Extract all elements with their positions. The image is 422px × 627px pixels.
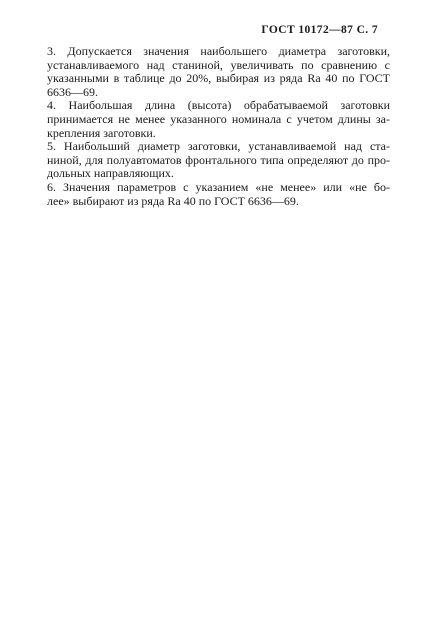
text-line: указанными в таблице до 20%, выбирая из ряда Ra 40 по ГОСТ bbox=[47, 71, 390, 86]
text-line: ниной, для полуавтоматов фронтального типа определяют до про- bbox=[47, 152, 390, 167]
text-line: 4. Наибольшая длина (высота) обрабатываемой заготовки bbox=[47, 98, 390, 113]
text-line: 6. Значения параметров с указанием «не менее» или «не бо- bbox=[47, 179, 390, 194]
text-line: 5. Наибольший диаметр заготовки, устанавливаемой над ста- bbox=[47, 139, 390, 154]
paragraph-4 bbox=[38, 99, 390, 140]
paragraph-6 bbox=[38, 181, 390, 208]
page-header: ГОСТ 10172—87 С. 7 bbox=[261, 24, 378, 36]
paragraph-3 bbox=[38, 45, 390, 99]
text-line: устанавливаемого над станиной, увеличивать по сравнению с bbox=[47, 57, 390, 72]
text-line: 3. Допускается значения наибольшего диаметра заготовки, bbox=[47, 44, 390, 58]
document-body bbox=[38, 45, 390, 208]
text-line: 6636—69. bbox=[47, 84, 98, 99]
text-line: принимается не менее указанного номинала с учетом длины за- bbox=[47, 111, 390, 126]
text-line: дольных направляющих. bbox=[47, 166, 174, 181]
paragraph-5 bbox=[38, 140, 390, 181]
text-line: лее» выбирают из ряда Ra 40 по ГОСТ 6636—69. bbox=[47, 193, 299, 208]
text-line: крепления заготовки. bbox=[47, 125, 156, 140]
